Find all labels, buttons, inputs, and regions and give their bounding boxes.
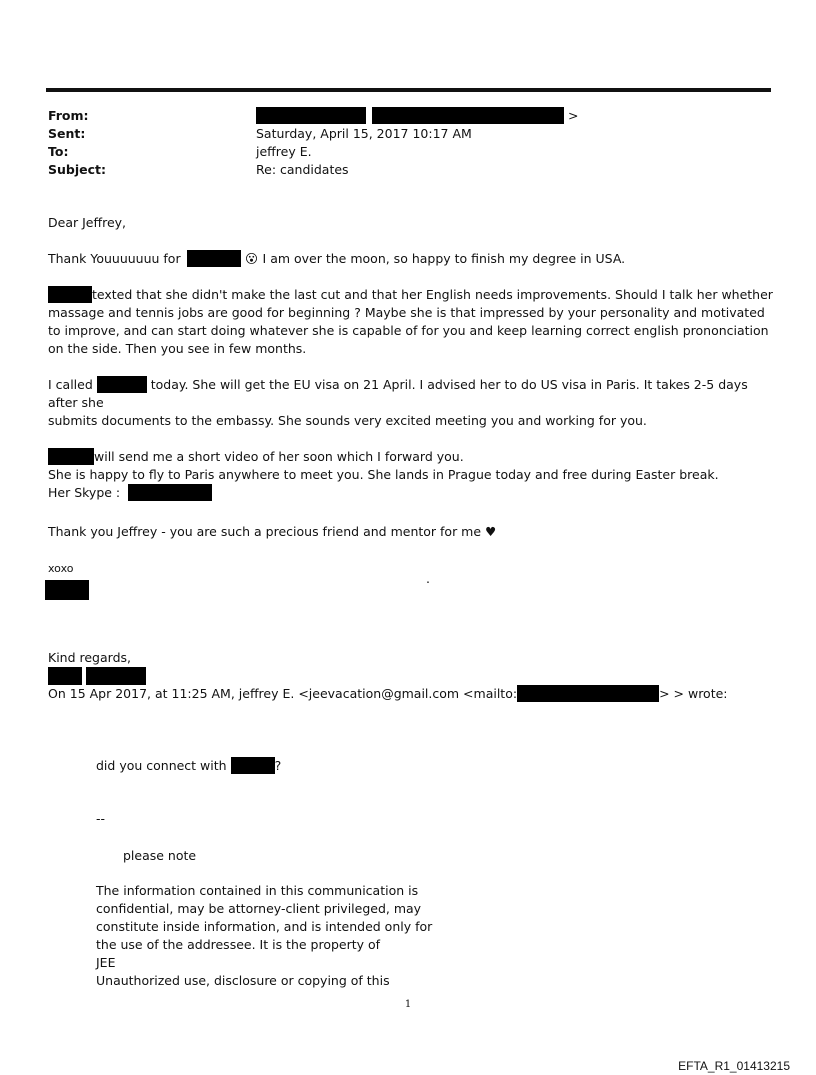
surprised-face-icon: 😮	[245, 251, 259, 266]
disclaimer-line: constitute inside information, and is intended only for	[96, 919, 433, 934]
header-rule	[46, 88, 771, 92]
thanks-line: Thank you Jeffrey - you are such a precious friend and mentor for me ♥	[48, 524, 497, 539]
disclaimer-line: The information contained in this communication is	[96, 883, 419, 898]
xoxo: xoxo	[48, 562, 74, 575]
greeting: Dear Jeffrey,	[48, 215, 127, 230]
video-paragraph: will send me a short video of her soon which I forward you.	[48, 448, 778, 466]
stray-dot: .	[426, 571, 430, 586]
paris-line: She is happy to fly to Paris anywhere to meet you. She lands in Prague today and free during Easter break.	[48, 467, 719, 482]
redaction-box	[48, 448, 94, 465]
redaction-box	[372, 107, 564, 124]
to-row	[48, 143, 768, 161]
redaction-box	[231, 757, 275, 774]
connect-line: did you connect with ?	[96, 758, 282, 773]
disclaimer	[96, 882, 456, 990]
from-row	[48, 107, 768, 125]
email-body	[48, 214, 778, 502]
redaction-box	[86, 667, 146, 685]
sent-value: Saturday, April 15, 2017 10:17 AM	[256, 126, 472, 141]
visa-paragraph: I called today. She will get the EU visa on 21 April. I advised her to do US visa in Paris. It takes 2-5 days after she	[48, 377, 748, 410]
candidate-paragraph: texted that she didn't make the last cut and that her English needs improvements. Should I talk her whether	[48, 286, 778, 304]
candidate-paragraph-rest: massage and tennis jobs are good for beginning ? Maybe she is that impressed by your personality and motivated to improve, and can start doing whatever she is capable of for you and keep learning correct english prononciation on the side. Then you see in few months.	[48, 305, 769, 356]
to-label: To:	[48, 144, 69, 159]
heart-icon: ♥	[485, 524, 497, 539]
disclaimer-line: confidential, may be attorney-client privileged, may	[96, 901, 422, 916]
disclaimer-line: Unauthorized use, disclosure or copying of this	[96, 973, 390, 988]
email-header	[48, 107, 768, 179]
redaction-box	[128, 484, 212, 501]
thank-paragraph: Thank Youuuuuuu for 😮 I am over the moon, so happy to finish my degree in USA.	[48, 251, 626, 266]
from-label: From:	[48, 108, 89, 123]
redaction-box	[48, 286, 92, 303]
from-suffix: >	[567, 108, 579, 123]
please-note: please note	[123, 848, 197, 863]
visa-paragraph-rest: submits documents to the embassy. She sounds very excited meeting you and working for you.	[48, 413, 647, 428]
redaction-box	[97, 376, 147, 393]
redaction-box	[256, 107, 366, 124]
signature-dashes: --	[96, 811, 106, 826]
redaction-box	[48, 667, 82, 685]
kind-regards: Kind regards,	[48, 650, 131, 665]
sent-label: Sent:	[48, 126, 86, 141]
subject-row	[48, 161, 768, 179]
to-value: jeffrey E.	[256, 144, 312, 159]
redaction-box	[187, 250, 241, 267]
disclaimer-line: JEE	[96, 955, 116, 970]
subject-label: Subject:	[48, 162, 106, 177]
redaction-box	[517, 685, 659, 702]
disclaimer-line: the use of the addressee. It is the property of	[96, 937, 381, 952]
document-id: EFTA_R1_01413215	[678, 1059, 790, 1073]
subject-value: Re: candidates	[256, 162, 349, 177]
sent-row	[48, 125, 768, 143]
from-value	[256, 107, 578, 125]
redaction-box	[45, 580, 89, 600]
page-number: 1	[404, 999, 412, 1010]
quote-header: On 15 Apr 2017, at 11:25 AM, jeffrey E. <jeevacation@gmail.com <mailto: > > wrote:	[48, 686, 728, 701]
skype-line: Her Skype :	[48, 484, 778, 502]
